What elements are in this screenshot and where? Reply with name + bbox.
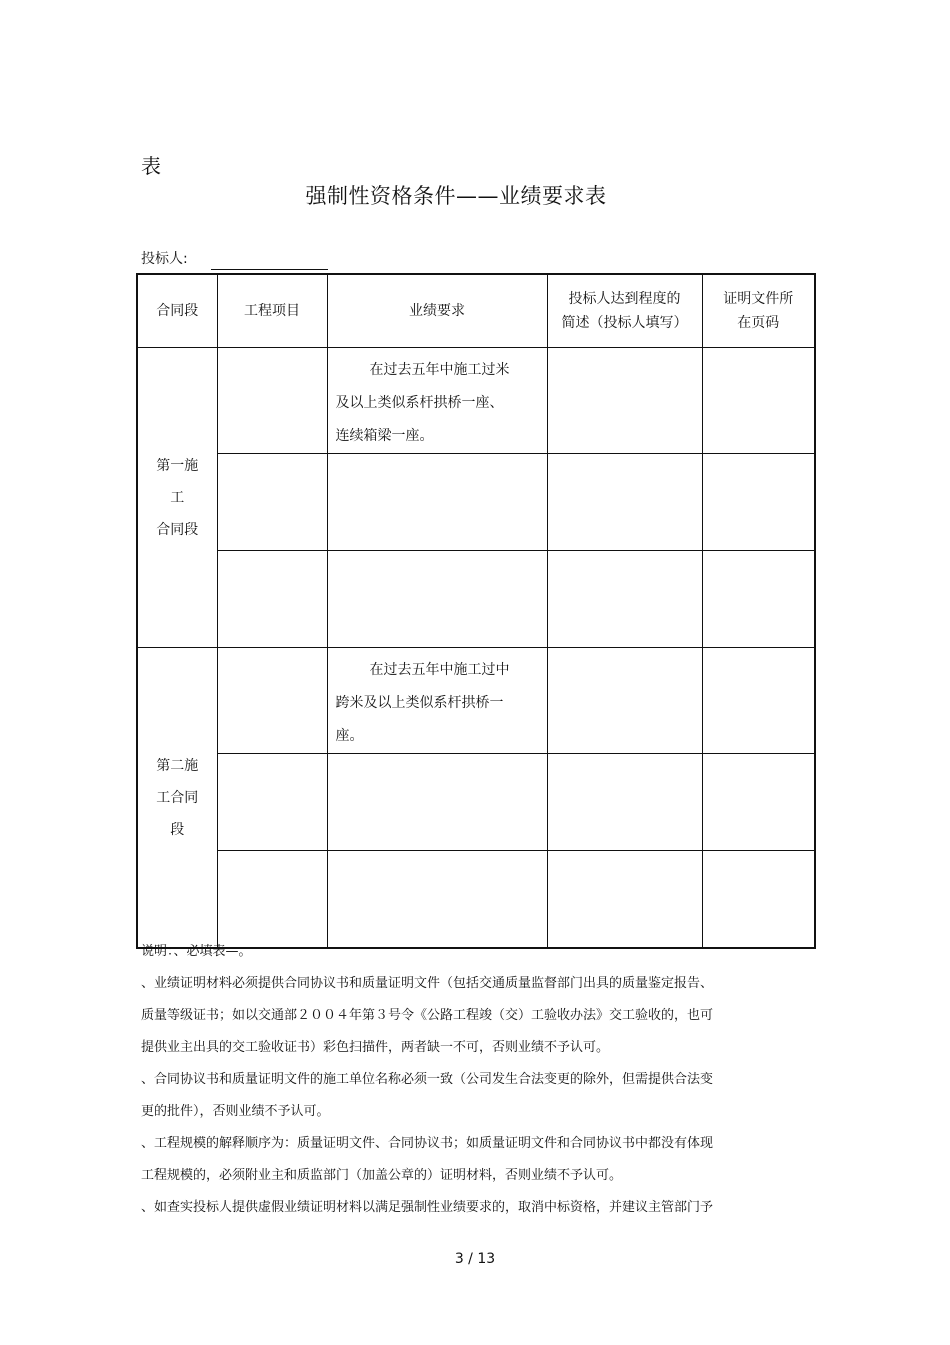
header-page [702, 274, 815, 348]
table-row [137, 454, 815, 551]
page-cell[interactable] [702, 754, 815, 851]
header-project: 工程项目 [217, 274, 327, 348]
project-cell[interactable] [217, 851, 327, 949]
bidder-label: 投标人: [141, 251, 188, 267]
table-label: 表 [141, 154, 161, 178]
header-page-line1: 证明文件所 [723, 291, 794, 307]
page-cell[interactable] [702, 454, 815, 551]
description-cell[interactable] [547, 454, 702, 551]
header-requirement: 业绩要求 [327, 274, 547, 348]
segment-1-name [137, 348, 217, 648]
project-cell[interactable] [217, 454, 327, 551]
note-line: 说明：、必填表—。 [141, 944, 252, 959]
table-row [137, 551, 815, 648]
note-line: 、业绩证明材料必须提供合同协议书和质量证明文件（包括交通质量监督部门出具的质量鉴定报告、 [141, 976, 714, 991]
header-page-line2: 在页码 [737, 315, 780, 331]
segment-name-line: 工合同 [156, 789, 199, 806]
requirement-line: 及以上类似系杆拱桥一座、 [335, 395, 504, 411]
page-cell[interactable] [702, 851, 815, 949]
note-line: 质量等级证书；如以交通部２００４年第３号令《公路工程竣（交）工验收办法》交工验收的，也可 [141, 1008, 714, 1023]
requirement-cell [327, 551, 547, 648]
requirement-line: 连续箱梁一座。 [335, 428, 434, 444]
segment-name-line: 工 [170, 489, 185, 506]
description-cell[interactable] [547, 648, 702, 754]
table-header-row [137, 274, 815, 348]
segment-name-line: 段 [170, 821, 185, 838]
bidder-fill-line[interactable] [211, 269, 328, 270]
note-line: 提供业主出具的交工验收证书）彩色扫描件，两者缺一不可，否则业绩不予认可。 [141, 1040, 610, 1055]
page-number: 3 / 13 [454, 1251, 496, 1267]
performance-table [136, 273, 816, 949]
page-title: 强制性资格条件——业绩要求表 [305, 184, 607, 208]
description-cell[interactable] [547, 754, 702, 851]
page-cell[interactable] [702, 551, 815, 648]
note-line: 工程规模的，必须附业主和质监部门（加盖公章的）证明材料，否则业绩不予认可。 [141, 1168, 623, 1183]
requirement-cell [327, 454, 547, 551]
description-cell[interactable] [547, 551, 702, 648]
note-line: 、如查实投标人提供虚假业绩证明材料以满足强制性业绩要求的，取消中标资格，并建议主管部门予 [141, 1200, 714, 1215]
note-line: 、工程规模的解释顺序为：质量证明文件、合同协议书；如质量证明文件和合同协议书中都没有体现 [141, 1136, 714, 1151]
notes-section [141, 936, 781, 1224]
page-cell[interactable] [702, 348, 815, 454]
segment-name-line: 第一施 [156, 457, 199, 474]
note-line: 、合同协议书和质量证明文件的施工单位名称必须一致（公司发生合法变更的除外，但需提供合法变 [141, 1072, 714, 1087]
table-row [137, 754, 815, 851]
requirement-line: 在过去五年中施工过中 [369, 662, 510, 678]
description-cell[interactable] [547, 851, 702, 949]
segment-name-line: 合同段 [156, 521, 199, 538]
header-description-line1: 投标人达到程度的 [568, 291, 681, 307]
page-cell[interactable] [702, 648, 815, 754]
requirement-cell [327, 754, 547, 851]
segment-2-name [137, 648, 217, 949]
project-cell[interactable] [217, 754, 327, 851]
header-description [547, 274, 702, 348]
segment-name-line: 第二施 [156, 757, 199, 774]
requirement-line: 跨米及以上类似系杆拱桥一 [335, 695, 504, 711]
header-segment: 合同段 [137, 274, 217, 348]
header-description-line2: 简述（投标人填写） [561, 315, 688, 331]
requirement-cell [327, 348, 547, 454]
table-row [137, 851, 815, 949]
table-row [137, 648, 815, 754]
project-cell[interactable] [217, 551, 327, 648]
note-line: 更的批件），否则业绩不予认可。 [141, 1104, 330, 1119]
project-cell[interactable] [217, 348, 327, 454]
requirement-line: 在过去五年中施工过米 [369, 362, 510, 378]
description-cell[interactable] [547, 348, 702, 454]
project-cell[interactable] [217, 648, 327, 754]
requirement-line: 座。 [335, 728, 364, 744]
requirement-cell [327, 648, 547, 754]
requirement-cell [327, 851, 547, 949]
table-row [137, 348, 815, 454]
